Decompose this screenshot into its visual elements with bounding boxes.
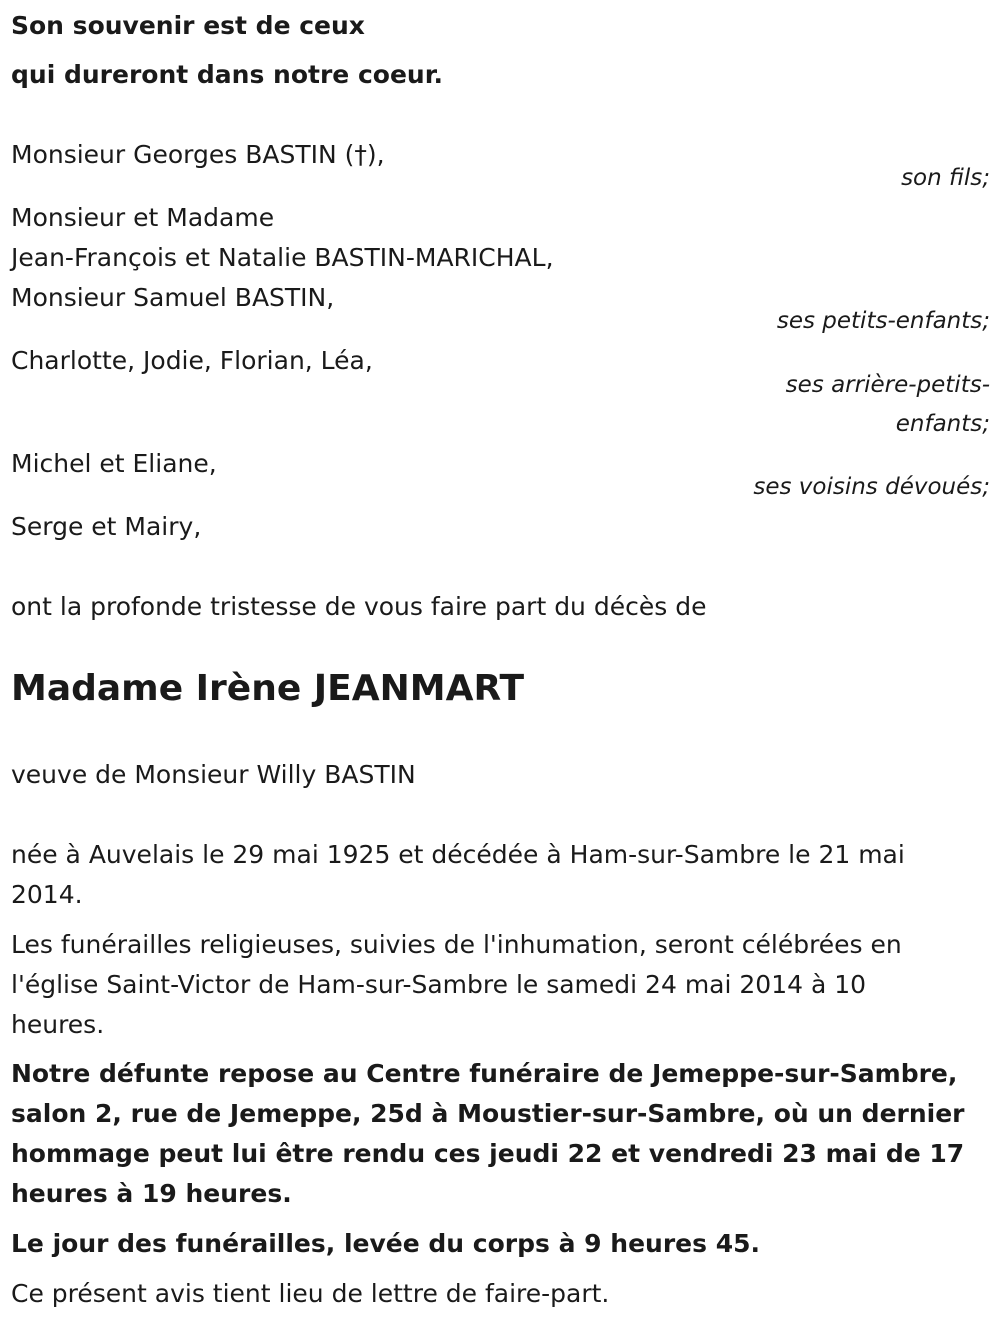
funeral-line-3: heures. xyxy=(11,1010,105,1039)
grandchildren-line-2: Jean-François et Natalie BASTIN-MARICHAL, xyxy=(11,243,554,272)
son-name-suffix: ), xyxy=(366,140,385,169)
funeral-line-2: l'église Saint-Victor de Ham-sur-Sambre le samedi 24 mai 2014 à 10 xyxy=(11,970,867,999)
cross-icon: † xyxy=(354,140,367,169)
great-grandchildren-role-line-2: enfants; xyxy=(895,411,990,437)
son-role: son fils; xyxy=(901,165,990,191)
rest-line-4: heures à 19 heures. xyxy=(11,1179,292,1208)
neighbors-role: ses voisins dévoués; xyxy=(753,474,990,500)
great-grandchildren-role-line-1: ses arrière-petits- xyxy=(785,372,990,398)
widow-of: veuve de Monsieur Willy BASTIN xyxy=(11,760,416,789)
rest-line-2: salon 2, rue de Jemeppe, 25d à Moustier-sur-Sambre, où un dernier xyxy=(11,1099,965,1128)
funeral-line-1: Les funérailles religieuses, suivies de l'inhumation, seront célébrées en xyxy=(11,930,902,959)
closing-note: Ce présent avis tient lieu de lettre de faire-part. xyxy=(11,1279,610,1308)
neighbors-line-2: Serge et Mairy, xyxy=(11,512,202,541)
son-name xyxy=(11,135,385,175)
son-name-prefix: Monsieur Georges BASTIN ( xyxy=(11,140,355,169)
epigraph-line-1: Son souvenir est de ceux xyxy=(11,11,365,40)
grandchildren-line-3: Monsieur Samuel BASTIN, xyxy=(11,283,335,312)
announcement-intro: ont la profonde tristesse de vous faire part du décès de xyxy=(11,592,707,621)
birth-death-line-2: 2014. xyxy=(11,880,83,909)
rest-line-1: Notre défunte repose au Centre funéraire de Jemeppe-sur-Sambre, xyxy=(11,1059,958,1088)
epigraph-line-2: qui dureront dans notre coeur. xyxy=(11,60,443,89)
birth-death-line-1: née à Auvelais le 29 mai 1925 et décédée à Ham-sur-Sambre le 21 mai xyxy=(11,840,905,869)
grandchildren-line-1: Monsieur et Madame xyxy=(11,203,275,232)
great-grandchildren-names: Charlotte, Jodie, Florian, Léa, xyxy=(11,346,373,375)
deceased-name: Madame Irène JEANMART xyxy=(11,668,525,709)
grandchildren-role: ses petits-enfants; xyxy=(776,308,990,334)
levee-du-corps: Le jour des funérailles, levée du corps à 9 heures 45. xyxy=(11,1229,760,1258)
neighbors-line-1: Michel et Eliane, xyxy=(11,449,217,478)
rest-line-3: hommage peut lui être rendu ces jeudi 22 et vendredi 23 mai de 17 xyxy=(11,1139,965,1168)
